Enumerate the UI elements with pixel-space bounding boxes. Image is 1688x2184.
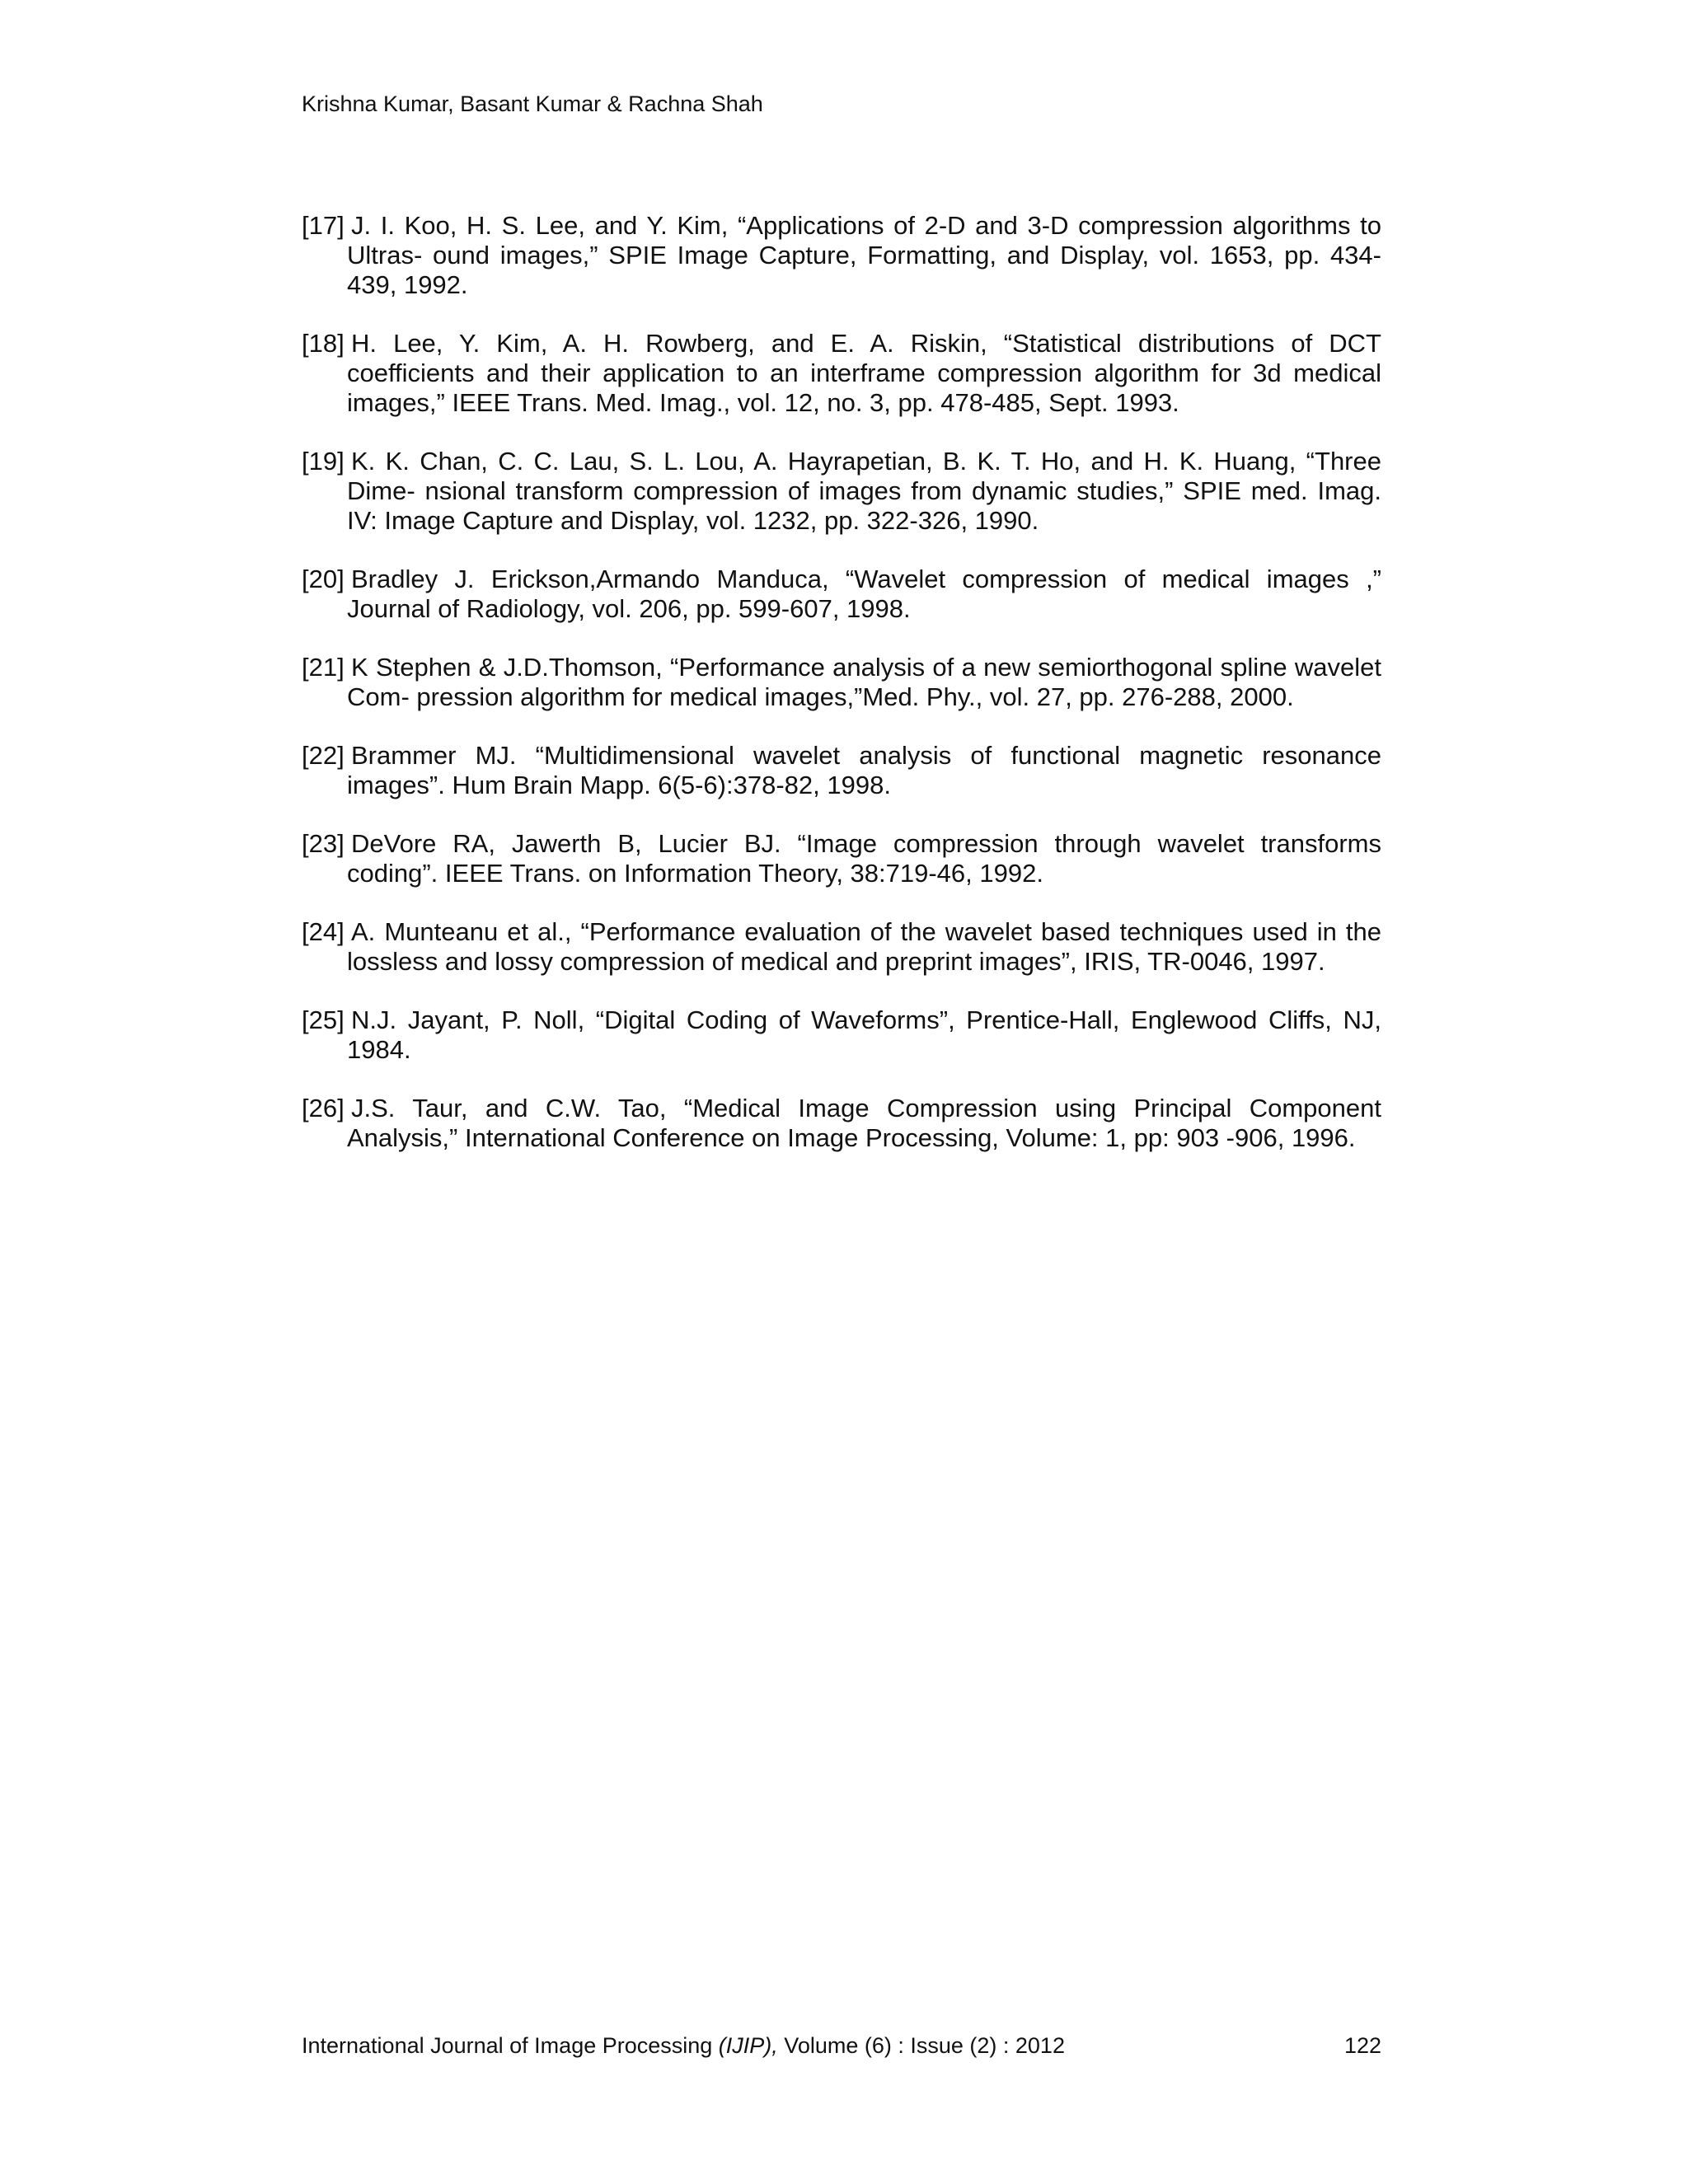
page-number: 122 bbox=[1343, 2033, 1381, 2058]
footer-journal-suffix: Volume (6) : Issue (2) : 2012 bbox=[777, 2033, 1065, 2058]
reference-number: [22] bbox=[302, 741, 345, 770]
reference-21 bbox=[302, 653, 1381, 712]
reference-19 bbox=[302, 447, 1381, 536]
reference-22 bbox=[302, 741, 1381, 800]
reference-number: [26] bbox=[302, 1094, 345, 1122]
reference-list bbox=[302, 211, 1381, 1182]
page-footer bbox=[302, 2031, 1381, 2060]
reference-24 bbox=[302, 917, 1381, 977]
reference-text: H. Lee, Y. Kim, A. H. Rowberg, and E. A. Riskin, “Statistical distributions of DCT coefficients and their application to an interframe compression algorithm for 3d medical images,” IEEE Trans. Med. Imag., vol. 12, no. 3, pp. 478-485, Sept. 1993. bbox=[347, 329, 1381, 417]
reference-text: Brammer MJ. “Multidimensional wavelet analysis of functional magnetic resonance images”. Hum Brain Mapp. 6(5-6):378-82, 1998. bbox=[347, 741, 1381, 799]
reference-text: K Stephen & J.D.Thomson, “Performance analysis of a new semiorthogonal spline wavelet Com- pression algorithm for medical images,”Med. Phy., vol. 27, pp. 276-288, 2000. bbox=[347, 653, 1381, 711]
reference-number: [24] bbox=[302, 917, 345, 946]
reference-23 bbox=[302, 829, 1381, 888]
footer-journal-prefix: International Journal of Image Processing bbox=[302, 2033, 719, 2058]
reference-text: Bradley J. Erickson,Armando Manduca, “Wavelet compression of medical images ,” Journal of Radiology, vol. 206, pp. 599-607, 1998. bbox=[347, 565, 1381, 623]
reference-number: [19] bbox=[302, 447, 345, 476]
reference-text: DeVore RA, Jawerth B, Lucier BJ. “Image compression through wavelet transforms coding”. IEEE Trans. on Information Theory, 38:719-46, 1992. bbox=[347, 829, 1381, 888]
footer-journal-abbrev: (IJIP), bbox=[718, 2033, 778, 2058]
reference-26 bbox=[302, 1094, 1381, 1153]
reference-text: J.S. Taur, and C.W. Tao, “Medical Image Compression using Principal Component Analysis,” International Conference on Image Processing, Volume: 1, pp: 903 -906, 1996. bbox=[347, 1094, 1381, 1152]
reference-25 bbox=[302, 1005, 1381, 1065]
reference-number: [18] bbox=[302, 329, 345, 358]
reference-text: K. K. Chan, C. C. Lau, S. L. Lou, A. Hayrapetian, B. K. T. Ho, and H. K. Huang, “Three Dime- nsional transform compression of images from dynamic studies,” SPIE med. Imag. IV: Image Capture and Display, vol. 1232, pp. 322-326, 1990. bbox=[347, 447, 1381, 535]
reference-number: [21] bbox=[302, 653, 345, 682]
reference-18 bbox=[302, 329, 1381, 418]
reference-number: [25] bbox=[302, 1005, 345, 1034]
reference-text: J. I. Koo, H. S. Lee, and Y. Kim, “Applications of 2-D and 3-D compression algorithms to Ultras- ound images,” SPIE Image Capture, Formatting, and Display, vol. 1653, pp. 434-439, 1992. bbox=[347, 211, 1381, 299]
running-head-authors: Krishna Kumar, Basant Kumar & Rachna Shah bbox=[302, 91, 763, 116]
reference-text: N.J. Jayant, P. Noll, “Digital Coding of Waveforms”, Prentice-Hall, Englewood Cliffs, NJ, 1984. bbox=[347, 1005, 1381, 1064]
footer-journal bbox=[302, 2033, 1065, 2058]
reference-17 bbox=[302, 211, 1381, 300]
reference-number: [23] bbox=[302, 829, 345, 858]
reference-text: A. Munteanu et al., “Performance evaluation of the wavelet based techniques used in the lossless and lossy compression of medical and preprint images”, IRIS, TR-0046, 1997. bbox=[347, 917, 1381, 976]
reference-number: [20] bbox=[302, 565, 345, 593]
reference-number: [17] bbox=[302, 211, 345, 240]
reference-20 bbox=[302, 565, 1381, 624]
